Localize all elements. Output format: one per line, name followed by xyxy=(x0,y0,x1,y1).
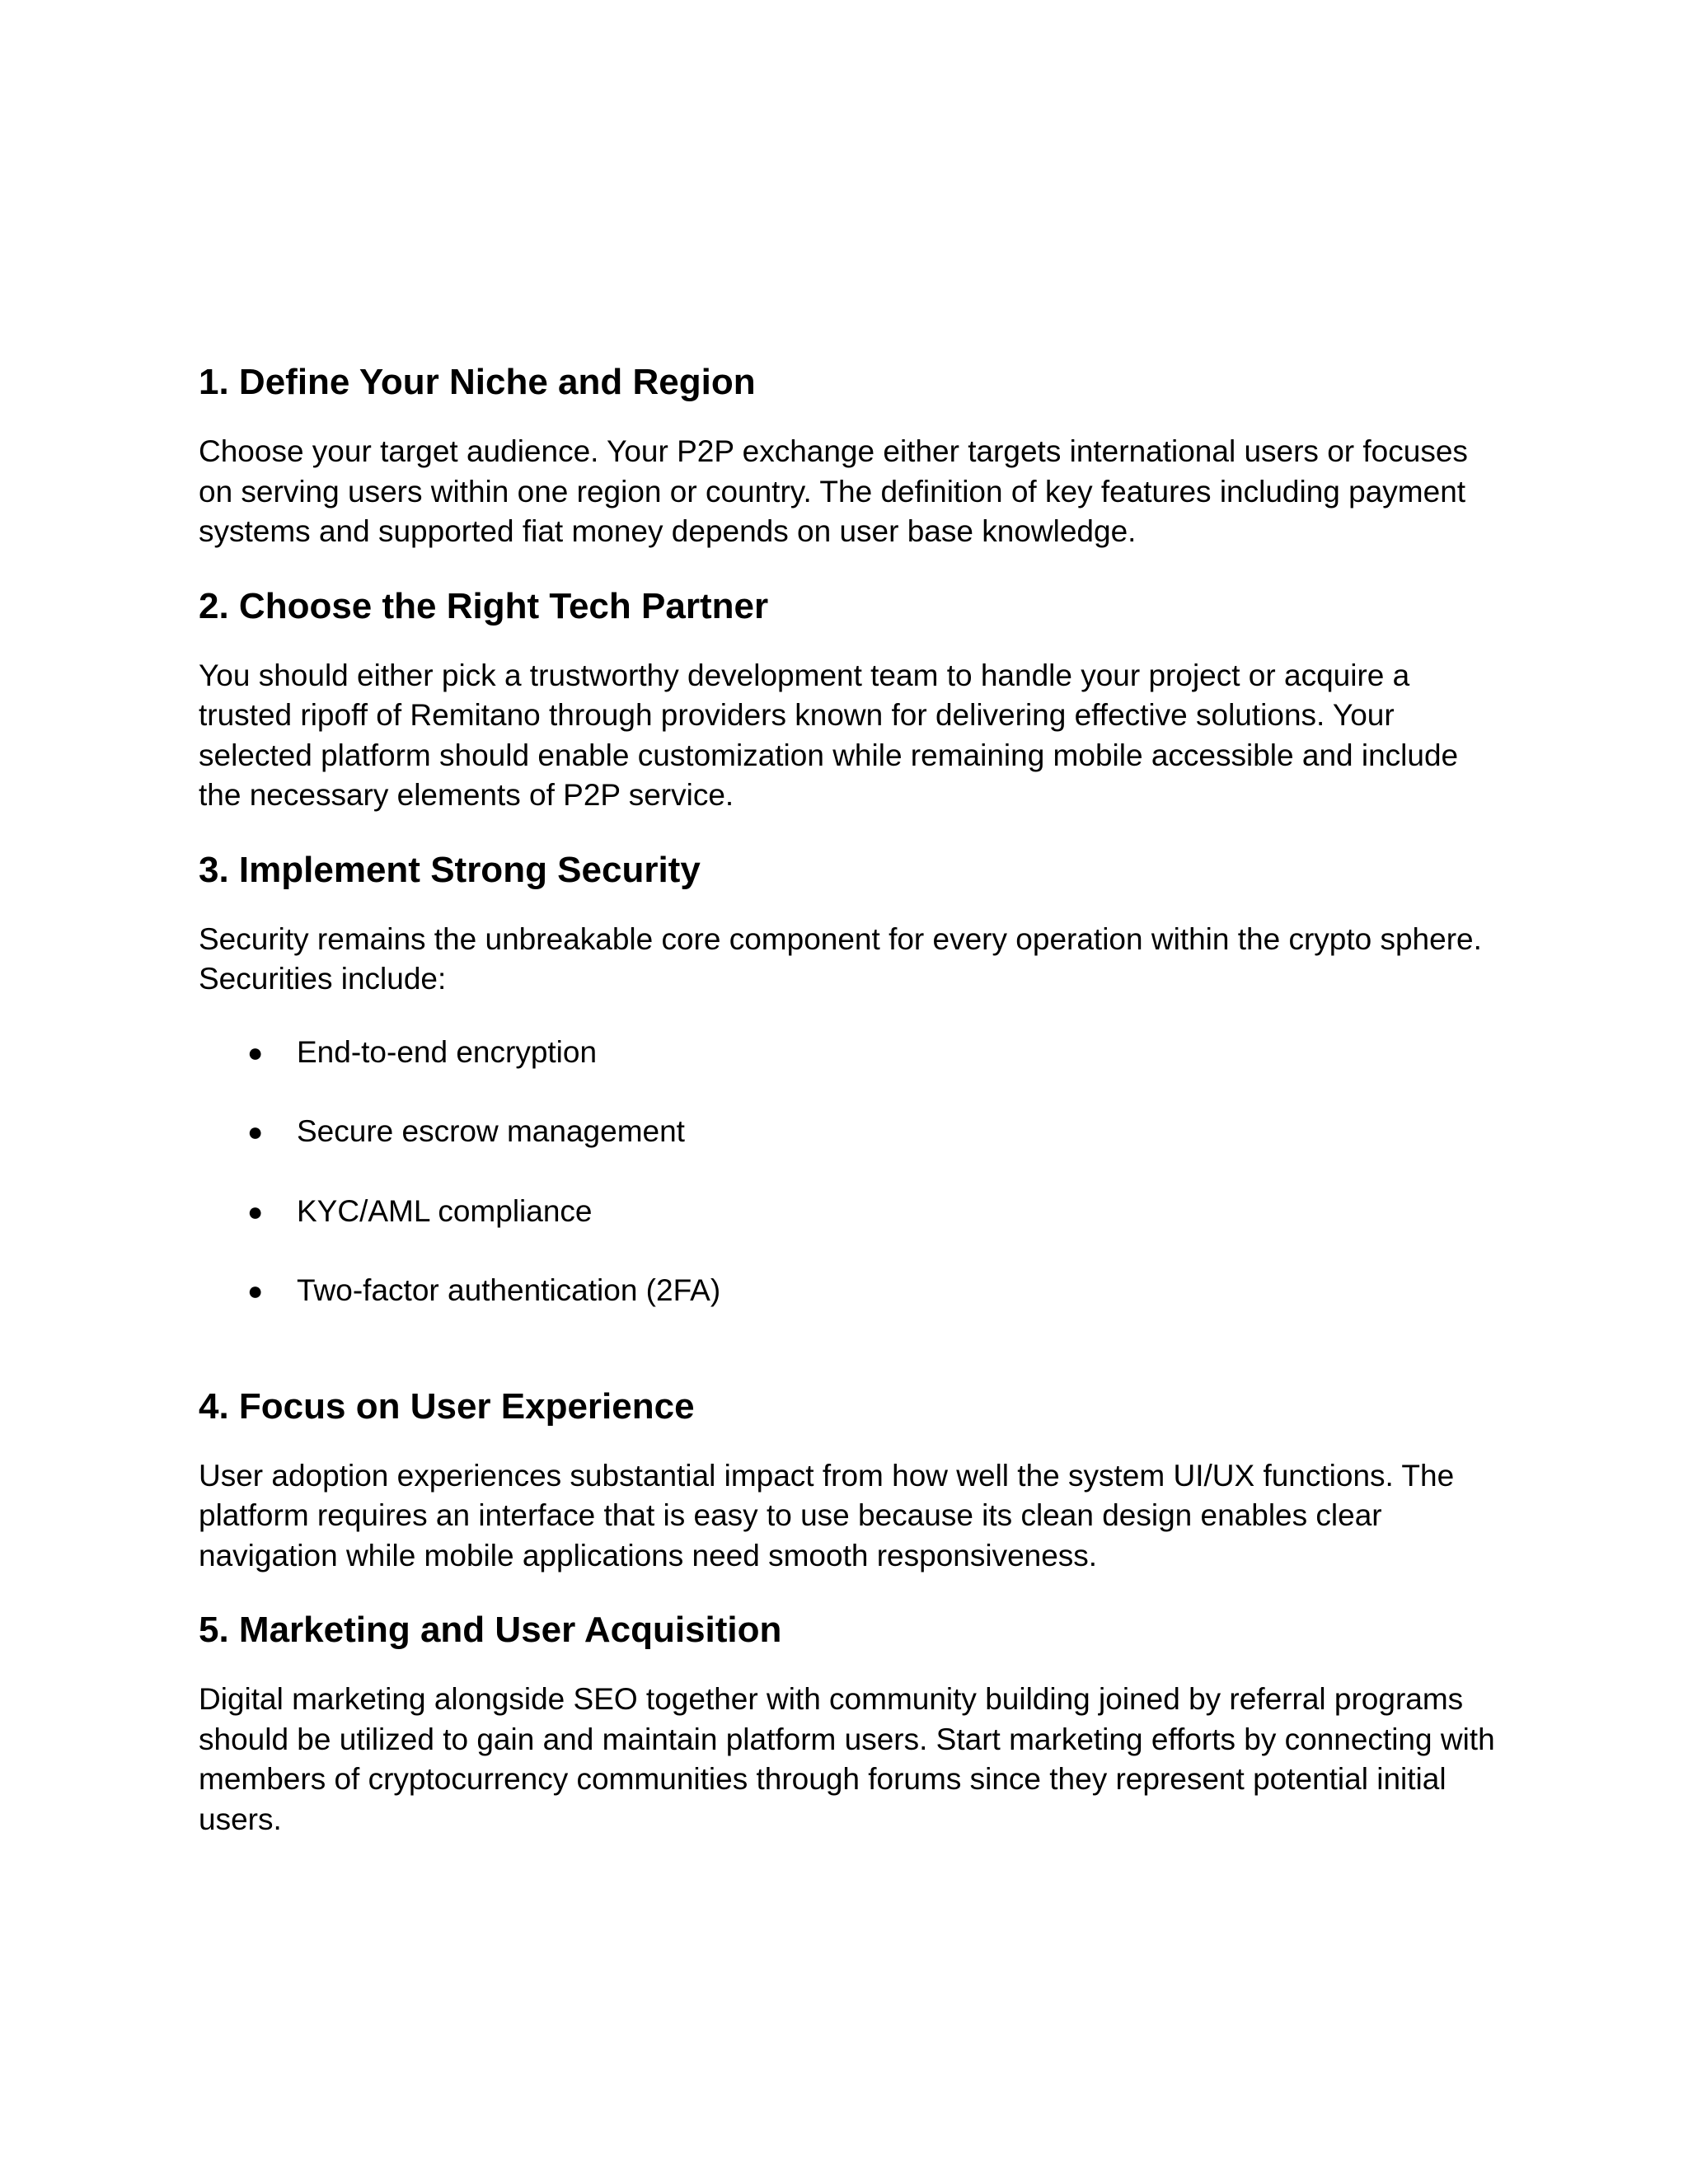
body-line: platform requires an interface that is easy to use because its clean design enables clear xyxy=(199,1498,1382,1532)
body-line: User adoption experiences substantial impact from how well the system UI/UX functions. The xyxy=(199,1458,1455,1493)
section-body-marketing xyxy=(199,1680,1517,1840)
section-heading-niche-region: 1. Define Your Niche and Region xyxy=(199,362,756,402)
body-line: You should either pick a trustworthy development team to handle your project or acquire a xyxy=(199,658,1410,692)
list-item xyxy=(199,1112,1517,1152)
body-line: trusted ripoff of Remitano through providers known for delivering effective solutions. Your xyxy=(199,698,1395,732)
body-line: Choose your target audience. Your P2P exchange either targets international users or focuses xyxy=(199,434,1468,468)
bullet-icon: ● xyxy=(247,1117,264,1146)
section-body-security xyxy=(199,920,1517,1000)
section-heading-security: 3. Implement Strong Security xyxy=(199,849,701,890)
body-line: navigation while mobile applications need smooth responsiveness. xyxy=(199,1538,1098,1572)
section-body-user-experience xyxy=(199,1456,1517,1577)
body-line: should be utilized to gain and maintain platform users. Start marketing efforts by connecting with xyxy=(199,1722,1495,1756)
body-line: on serving users within one region or country. The definition of key features including payment xyxy=(199,474,1466,509)
list-item xyxy=(199,1192,1517,1232)
bullet-icon: ● xyxy=(247,1037,264,1067)
list-item-text: Two-factor authentication (2FA) xyxy=(297,1273,721,1307)
bullet-icon: ● xyxy=(247,1196,264,1226)
body-line: the necessary elements of P2P service. xyxy=(199,778,734,812)
list-item-text: End-to-end encryption xyxy=(297,1034,598,1069)
security-bullet-list xyxy=(199,1033,1517,1311)
body-line: Digital marketing alongside SEO together with community building joined by referral programs xyxy=(199,1682,1464,1716)
body-line: members of cryptocurrency communities through forums since they represent potential initial xyxy=(199,1762,1447,1796)
body-line: Security remains the unbreakable core component for every operation within the crypto sphere. xyxy=(199,921,1482,956)
body-line: systems and supported fiat money depends on user base knowledge. xyxy=(199,514,1137,548)
list-item xyxy=(199,1033,1517,1073)
section-heading-tech-partner: 2. Choose the Right Tech Partner xyxy=(199,585,769,626)
section-heading-user-experience: 4. Focus on User Experience xyxy=(199,1385,695,1427)
list-item xyxy=(199,1271,1517,1311)
body-line: users. xyxy=(199,1802,282,1836)
list-item-text: Secure escrow management xyxy=(297,1114,685,1148)
document-content xyxy=(199,359,1517,1840)
bullet-icon: ● xyxy=(247,1276,264,1305)
section-body-niche-region xyxy=(199,432,1517,552)
body-line: selected platform should enable customization while remaining mobile accessible and include xyxy=(199,738,1459,772)
list-item-text: KYC/AML compliance xyxy=(297,1193,593,1228)
section-heading-marketing: 5. Marketing and User Acquisition xyxy=(199,1610,782,1650)
section-body-tech-partner xyxy=(199,656,1517,816)
body-line: Securities include: xyxy=(199,962,447,996)
